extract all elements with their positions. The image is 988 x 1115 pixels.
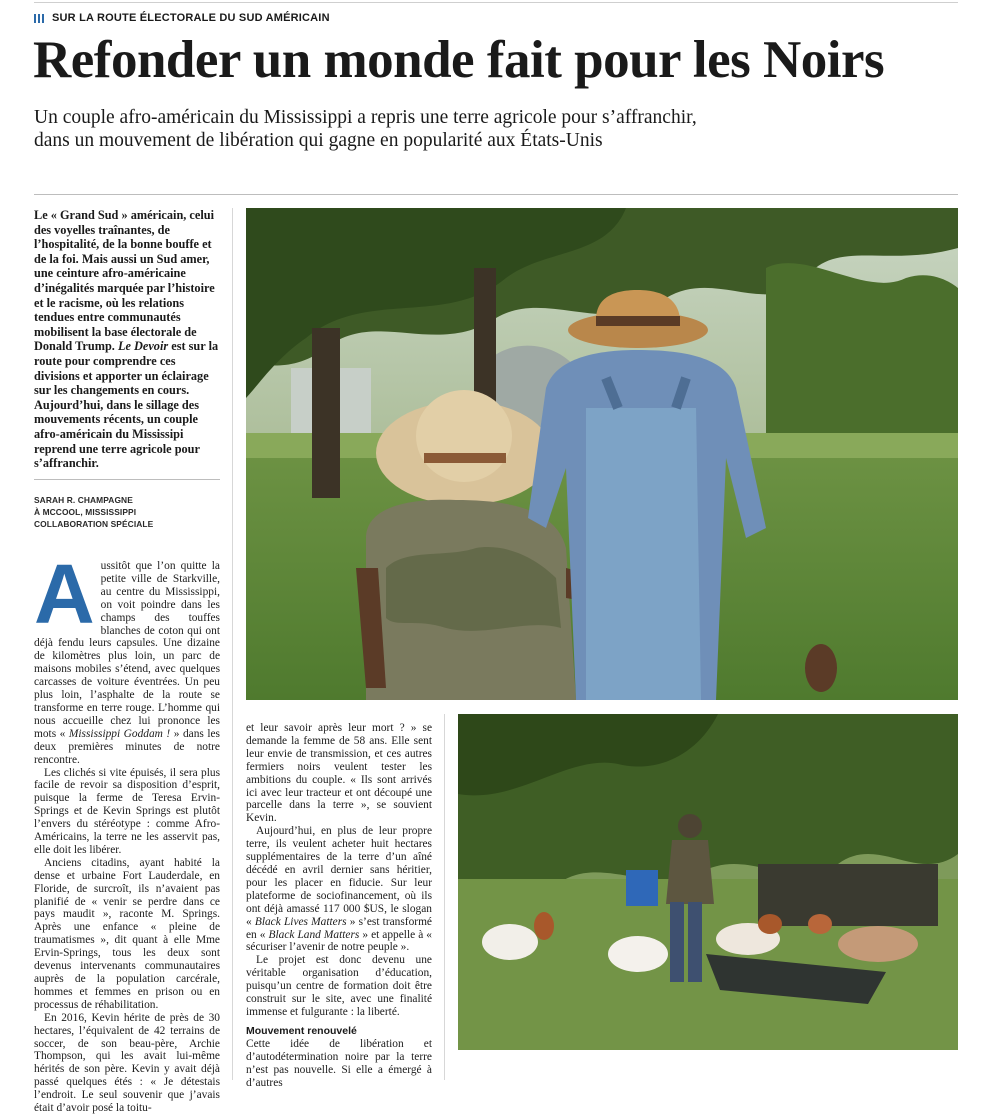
article-body-col2 <box>246 722 432 1019</box>
photo-goats-feeding <box>458 714 958 1050</box>
deck-line-2: dans un mouvement de libération qui gagne en popularité aux États-Unis <box>34 130 603 151</box>
column-left <box>34 208 220 1115</box>
article-paragraph: Les clichés si vite épuisés, il sera plus facile de revoir sa disposition d’esprit, puisque la ferme de Teresa Ervin-Springs et de Kevin Springs est plutôt l’envers du stéréotype : comme Afro-Américains, la terre ne les asservit pas, elle doit les libérer. <box>34 766 220 856</box>
article-paragraph: Le projet est donc devenu une véritable organisation d’éducation, puisqu’un centre de formation doit être construit sur le site, avec une finalité immense et fulgurante : la liberté. <box>246 954 432 1018</box>
paper-name: Le Devoir <box>117 339 169 354</box>
byline-location: À MCCOOL, MISSISSIPPI <box>34 506 137 517</box>
intro-paragraph: Le « Grand Sud » américain, celui des voyelles traînantes, de l’hospitalité, de la bonne bouffe et de la foi. Mais aussi un Sud amer, une ceinture afro-américaine d’inégalités marquée par l’histoire et le racisme, où les relations tendues entre communautés mobilisent la base électorale de Donald Trump. Le Devoir est sur la route pour comprendre ces divisions et apporter un éclairage sur les changements en cours. Aujourd’hui, dans le sillage des mouvements récents, un couple afro-américain du Mississipi reprend une terre agricole pour s’affranchir. <box>34 208 219 471</box>
subhead: Mouvement renouvelé <box>246 1024 357 1037</box>
byline-rule <box>34 479 220 480</box>
column-separator <box>232 208 233 1080</box>
header-rule <box>34 194 958 195</box>
deck <box>34 106 794 152</box>
article-paragraph: et leur savoir après leur mort ? » se demande la femme de 58 ans. Elle sent leur envie de transmission, et ces autres fermiers noirs veulent tester les ambitions du couple. « Ils sont arrivés ici avec leur tracteur et ont découpé une parcelle dans la terre », se souvient Kevin. <box>246 722 432 825</box>
article-body-col1 <box>34 547 220 1115</box>
byline-role: COLLABORATION SPÉCIALE <box>34 518 154 529</box>
column-middle <box>246 722 432 1089</box>
column-separator <box>444 714 445 1080</box>
deck-line-1: Un couple afro-américain du Mississippi a repris une terre agricole pour s’affranchir, <box>34 107 697 128</box>
drop-cap: A <box>34 547 95 641</box>
bottom-caption-strip <box>458 1072 958 1080</box>
top-rule <box>34 2 958 3</box>
article-paragraph: Aujourd’hui, en plus de leur propre terre, ils veulent acheter huit hectares supplémentaires de la terre d’un aîné décédé en avril dernier sans héritier, pour les placer en fiducie. Sur leur plateforme de sociofinancement, où ils ont déjà amassé 117 000 $US, le slogan « Black Lives Matters » s’est transformé en « Black Land Matters » et appelle à « sécuriser l’avenir de notre peuple ». <box>246 825 432 954</box>
section-kicker <box>34 11 330 25</box>
headline: Refonder un monde fait pour les Noirs <box>33 31 885 89</box>
kicker-bars-icon <box>34 14 44 23</box>
byline <box>34 494 220 530</box>
article-paragraph: Aussitôt que l’on quitte la petite ville de Starkville, au centre du Mississippi, on voit poindre dans les champs des touffes blanches de coton qui ont déjà fendu leurs capsules. Une dizaine de kilomètres plus loin, un parc de maisons mobiles s’étend, avec quelques carcasses de voiture éventrées. Un peu plus loin, l’asphalte de la route se transforme en terre rouge. L’homme qui nous accueille chez lui prononce les mots « Mississippi Goddam ! » dans les deux premières minutes de notre rencontre. <box>34 547 220 766</box>
kicker-text: SUR LA ROUTE ÉLECTORALE DU SUD AMÉRICAIN <box>52 12 330 24</box>
article-paragraph: Anciens citadins, ayant habité la dense et urbaine Fort Lauderdale, en Floride, de surcroît, ils n’avaient pas planifié de « venir se perdre dans ce pays maudit », raconte M. Springs. Après une enfance « pleine de traumatismes », dit quant à elle Mme Ervin-Springs, tous les deux sont devenus intervenants communautaires auprès de la population carcérale, hommes et femmes en prison ou en processus de réhabilitation. <box>34 856 220 1011</box>
article-paragraph: En 2016, Kevin hérite de près de 30 hectares, l’équivalent de 42 terrains de soccer, de son beau-père, Archie Thompson, qui les avait lui-même hérités de son père. Kevin y avait déjà passé quelques étés : « Je détestais l’endroit. Le seul souvenir que j’avais était d’avoir posé la toitu- <box>34 1011 220 1115</box>
article-paragraph: Cette idée de libération et d’autodétermination noire par la terre n’est pas nouvelle. Si elle a émergé à d’autres <box>246 1037 432 1089</box>
article-body-col2-continued <box>246 1038 432 1090</box>
byline-author: SARAH R. CHAMPAGNE <box>34 494 133 505</box>
photo-couple-in-field <box>246 208 958 700</box>
